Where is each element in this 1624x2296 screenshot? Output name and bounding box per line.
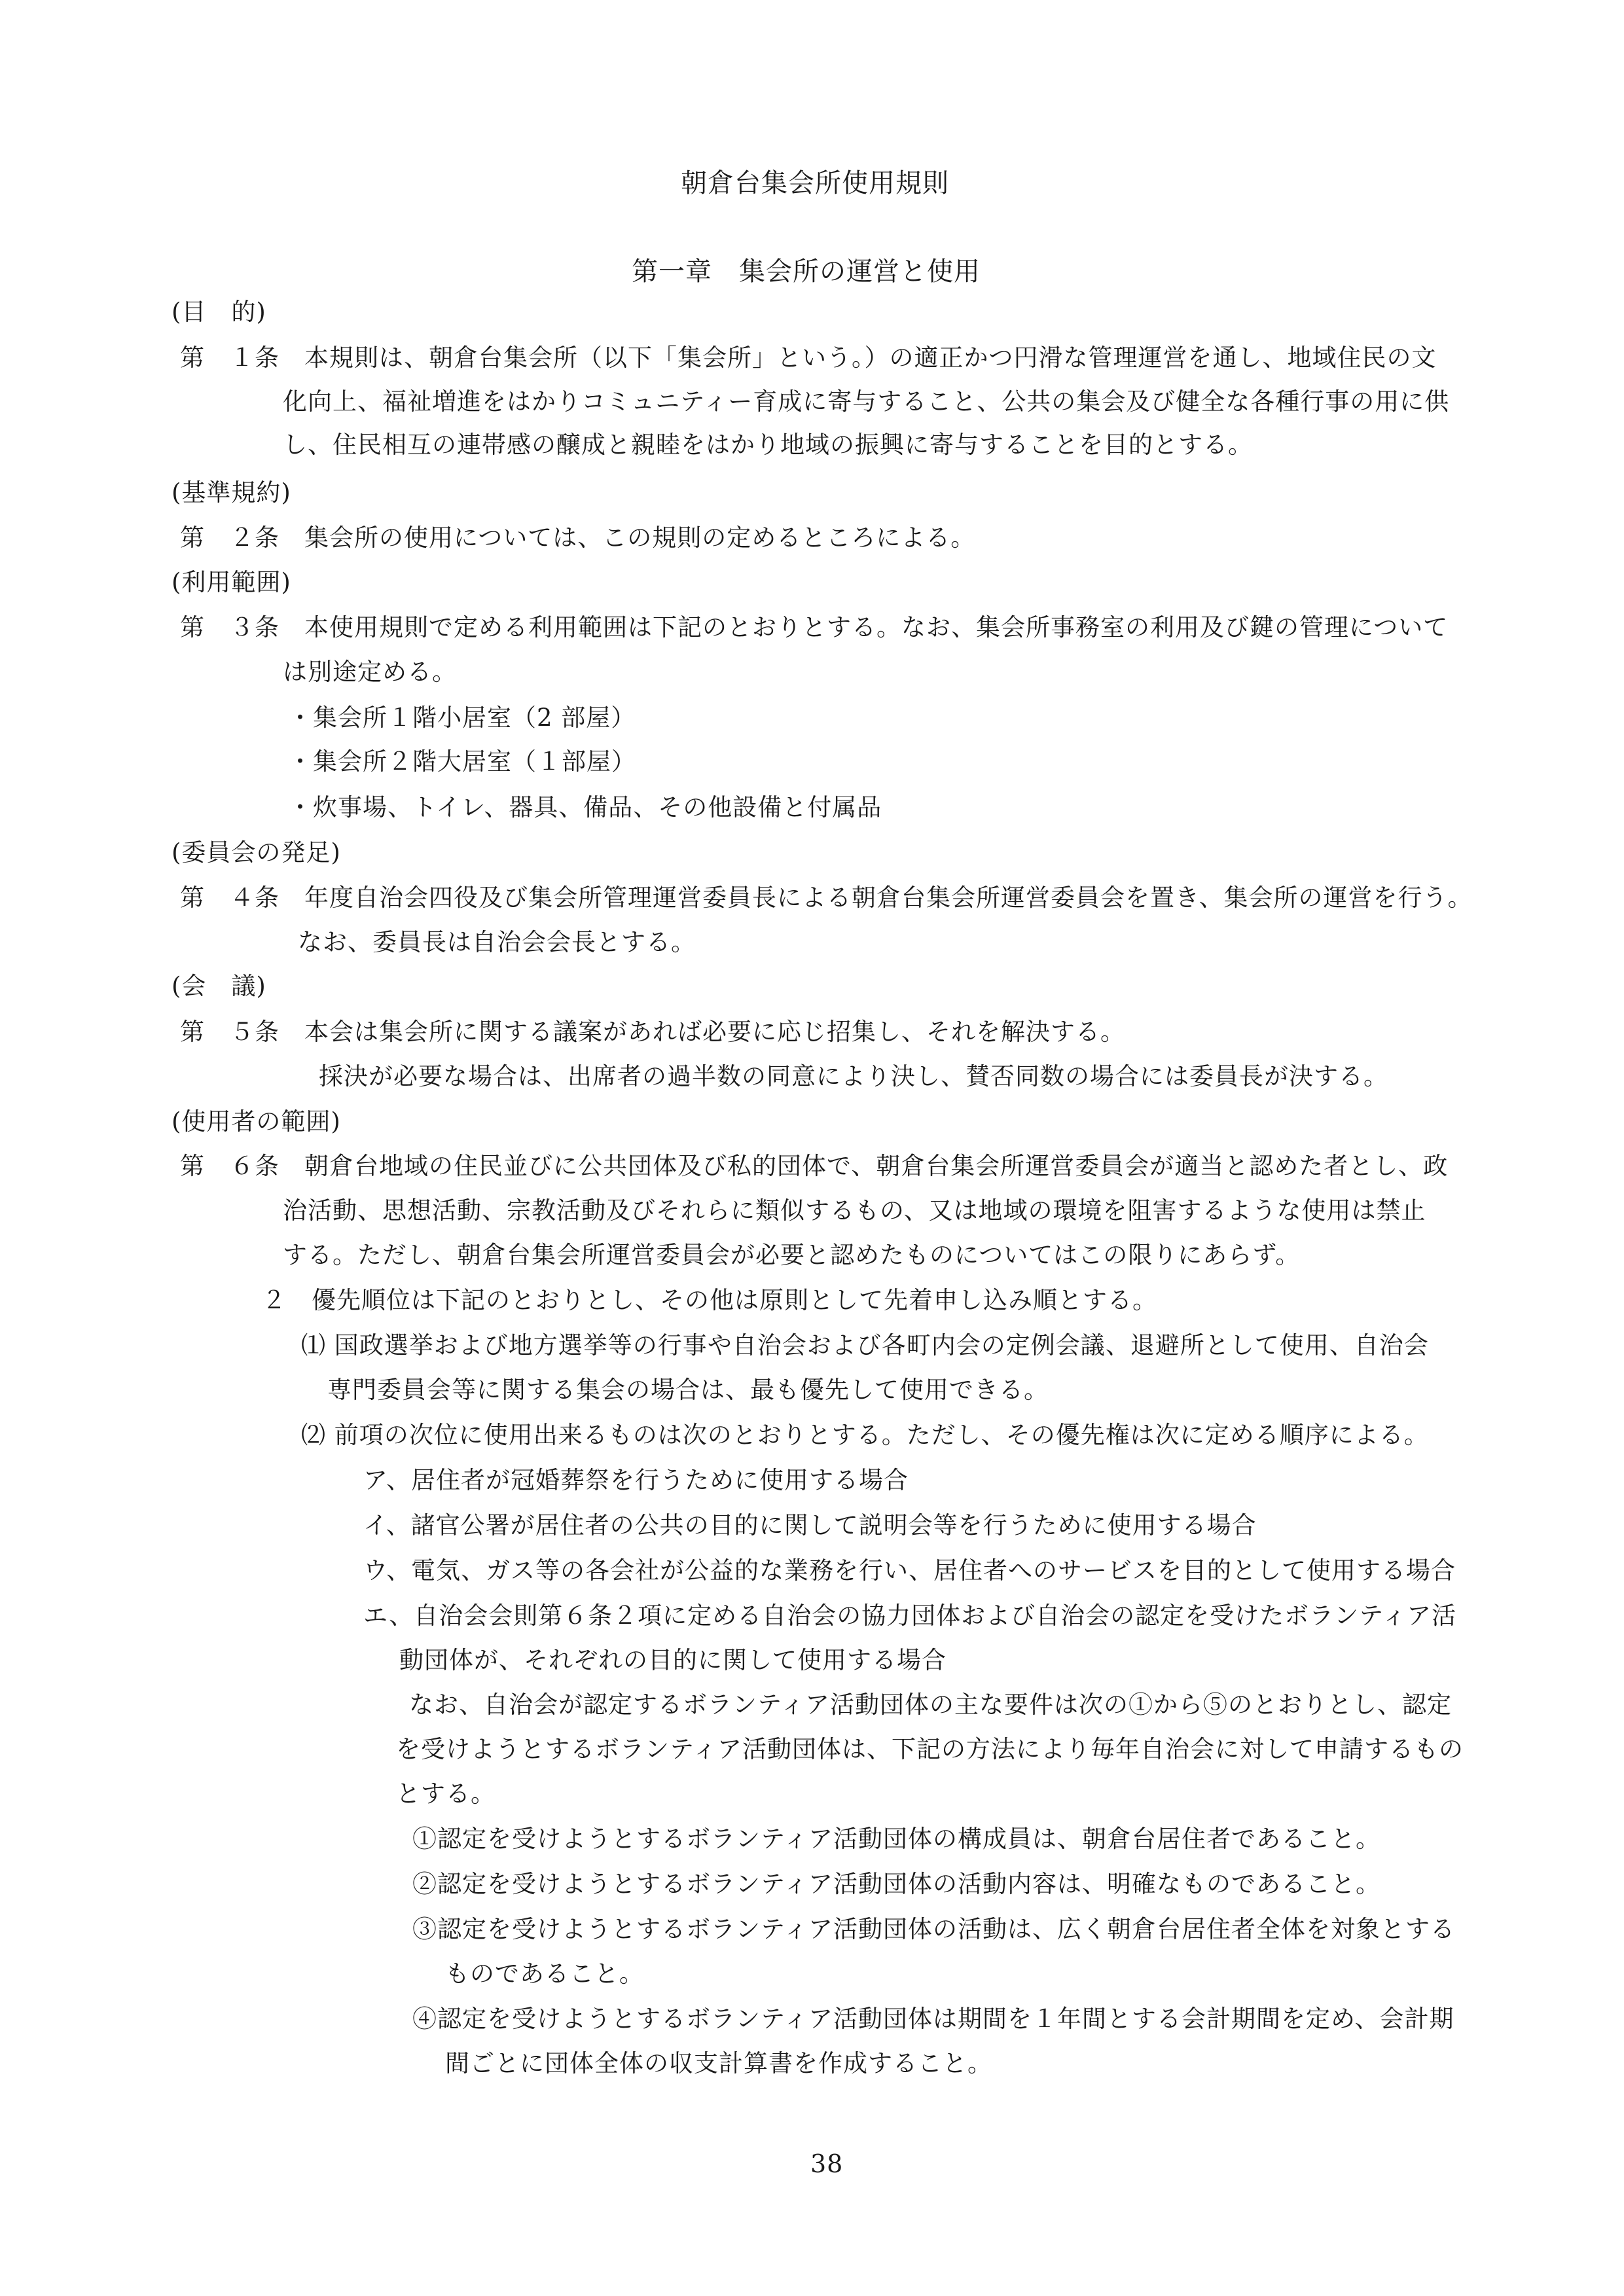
article-3-line-1: 第 ３条 本使用規則で定める利用範囲は下記のとおりとする。なお、集会所事務室の利用及び鍵の管理について	[180, 613, 1449, 641]
article-6-sub-u: ウ、電気、ガス等の各会社が公益的な業務を行い、居住者へのサービスを目的として使用する場合	[363, 1556, 1456, 1585]
article-6-line-1: 第 ６条 朝倉台地域の住民並びに公共団体及び私的団体で、朝倉台集会所運営委員会が適当と認めた者とし、政	[180, 1152, 1449, 1180]
requirement-3-line-1: ③認定を受けようとするボランティア活動団体の活動は、広く朝倉台居住者全体を対象とする	[412, 1915, 1456, 1943]
section-heading-purpose: (目 的)	[171, 298, 266, 326]
article-6-sub-i: イ、諸官公署が居住者の公共の目的に関して説明会等を行うために使用する場合	[363, 1511, 1257, 1539]
page-number: 38	[810, 2149, 844, 2178]
article-3-line-2: は別途定める。	[283, 658, 457, 686]
volunteer-note-line-2: を受けようとするボランティア活動団体は、下記の方法により毎年自治会に対して申請するもの	[396, 1735, 1464, 1763]
article-4-line-2: なお、委員長は自治会会長とする。	[298, 928, 696, 956]
chapter-heading: 第一章 集会所の運営と使用	[632, 257, 981, 287]
requirement-1: ①認定を受けようとするボランティア活動団体の構成員は、朝倉台居住者であること。	[412, 1825, 1381, 1853]
requirement-4-line-2: 間ごとに団体全体の収支計算書を作成すること。	[445, 2049, 992, 2077]
article-3-item-1: ・集会所１階小居室（2 部屋）	[288, 704, 636, 732]
article-6-item-1-line-2: 専門委員会等に関する集会の場合は、最も優先して使用できる。	[327, 1376, 1049, 1404]
section-heading-users: (使用者の範囲)	[171, 1107, 341, 1136]
article-3-item-3: ・炊事場、トイレ、器具、備品、その他設備と付属品	[288, 793, 882, 821]
article-6-paragraph-2: ２ 優先順位は下記のとおりとし、その他は原則として先着申し込み順とする。	[262, 1286, 1157, 1314]
requirement-4-line-1: ④認定を受けようとするボランティア活動団体は期間を１年間とする会計期間を定め、会計期	[412, 2005, 1454, 2033]
article-1-line-3: し、住民相互の連帯感の醸成と親睦をはかり地域の振興に寄与することを目的とする。	[283, 431, 1253, 459]
article-6-line-3: する。ただし、朝倉台集会所運営委員会が必要と認めたものについてはこの限りにあらず。	[283, 1241, 1301, 1269]
section-heading-scope: (利用範囲)	[171, 568, 291, 596]
article-6-sub-e-line-1: エ、自治会会則第６条２項に定める自治会の協力団体および自治会の認定を受けたボランティア活	[363, 1602, 1457, 1630]
article-6-item-2: ⑵ 前項の次位に使用出来るものは次のとおりとする。ただし、その優先権は次に定める順序による。	[301, 1421, 1429, 1449]
section-heading-meeting: (会 議)	[171, 972, 266, 1000]
article-1-line-1: 第 １条 本規則は、朝倉台集会所（以下「集会所」という。）の適正かつ円滑な管理運営を通し、地域住民の文	[180, 344, 1437, 372]
article-5-line-1: 第 ５条 本会は集会所に関する議案があれば必要に応じ招集し、それを解決する。	[180, 1018, 1125, 1046]
requirement-3-line-2: ものであること。	[445, 1960, 644, 1988]
section-heading-committee: (委員会の発足)	[171, 838, 341, 867]
article-1-line-2: 化向上、福祉増進をはかりコミュニティー育成に寄与すること、公共の集会及び健全な各種行事の用に供	[283, 387, 1450, 416]
section-heading-basis: (基準規約)	[171, 478, 291, 507]
volunteer-note-line-1: なお、自治会が認定するボランティア活動団体の主な要件は次の①から⑤のとおりとし、認定	[409, 1691, 1453, 1719]
article-4-line-1: 第 ４条 年度自治会四役及び集会所管理運営委員長による朝倉台集会所運営委員会を置き、集会所の運営を行う。	[180, 884, 1473, 912]
article-5-line-2: 採決が必要な場合は、出席者の過半数の同意により決し、賛否同数の場合には委員長が決する。	[319, 1062, 1388, 1090]
article-2-line-1: 第 ２条 集会所の使用については、この規則の定めるところによる。	[180, 524, 976, 552]
article-3-item-2: ・集会所２階大居室（１部屋）	[288, 747, 636, 776]
article-6-sub-a: ア、居住者が冠婚葬祭を行うために使用する場合	[363, 1466, 909, 1494]
article-6-line-2: 治活動、思想活動、宗教活動及びそれらに類似するもの、又は地域の環境を阻害するような使用は禁止	[283, 1196, 1426, 1225]
requirement-2: ②認定を受けようとするボランティア活動団体の活動内容は、明確なものであること。	[412, 1870, 1381, 1898]
volunteer-note-line-3: とする。	[396, 1780, 496, 1808]
article-6-item-1-line-1: ⑴ 国政選挙および地方選挙等の行事や自治会および各町内会の定例会議、退避所として使用、自治会	[301, 1331, 1429, 1359]
article-6-sub-e-line-2: 動団体が、それぞれの目的に関して使用する場合	[399, 1646, 947, 1674]
document-title: 朝倉台集会所使用規則	[681, 168, 949, 198]
